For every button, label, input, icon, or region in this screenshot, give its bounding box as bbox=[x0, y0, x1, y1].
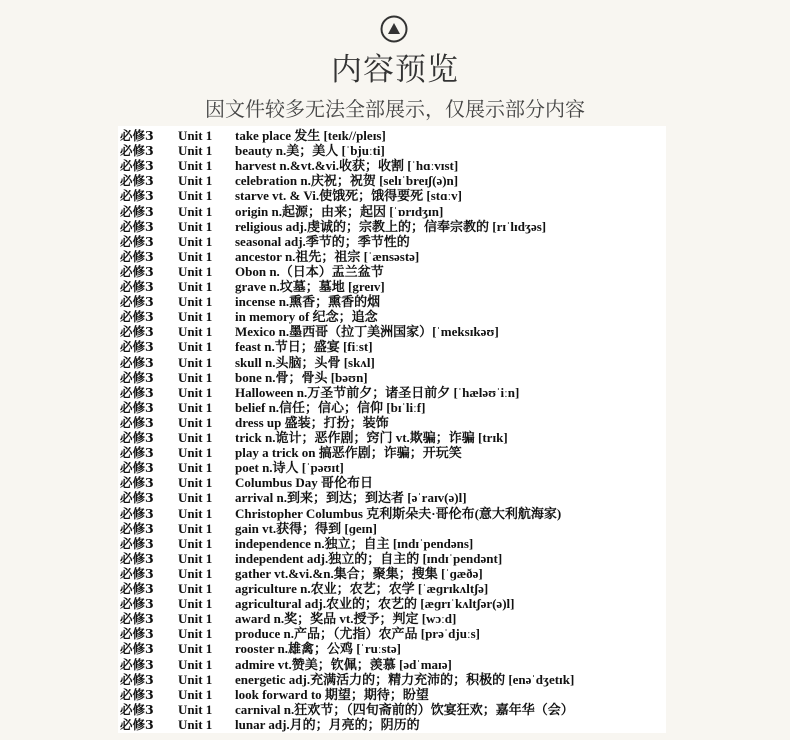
vocab-row bbox=[118, 626, 666, 641]
book-label: 必修3 bbox=[120, 701, 154, 717]
vocab-entry: agriculture n.农业；农艺；农学 [ˈæɡrɪkʌltʃə] bbox=[235, 581, 489, 596]
vocab-entry: feast n.节日；盛宴 [fiːst] bbox=[235, 339, 373, 355]
unit-label: Unit 1 bbox=[178, 550, 213, 566]
vocab-row bbox=[118, 143, 666, 158]
vocab-entry: Columbus Day 哥伦布日 bbox=[235, 475, 373, 491]
book-label: 必修3 bbox=[120, 641, 154, 657]
vocab-row bbox=[118, 672, 666, 687]
vocab-entry: dress up 盛装；打扮；装饰 bbox=[235, 414, 389, 430]
vocab-entry: grave n.坟墓；墓地 [greɪv] bbox=[235, 279, 385, 294]
unit-label: Unit 1 bbox=[178, 686, 213, 702]
book-label: 必修3 bbox=[120, 611, 154, 627]
vocab-row bbox=[118, 219, 666, 234]
vocab-row bbox=[118, 128, 666, 143]
vocab-row bbox=[118, 475, 666, 490]
vocab-row bbox=[118, 415, 666, 430]
vocab-row bbox=[118, 581, 666, 596]
book-label: 必修3 bbox=[120, 324, 154, 340]
vocab-entry: arrival n.到来；到达；到达者 [əˈraɪv(ə)l] bbox=[235, 490, 467, 506]
vocab-entry: Halloween n.万圣节前夕；诸圣日前夕 [ˈhæləʊˈiːn] bbox=[235, 384, 520, 400]
page-subtitle: 因文件较多无法全部展示，仅展示部分内容 bbox=[205, 97, 585, 121]
unit-label: Unit 1 bbox=[178, 505, 213, 521]
unit-label: Unit 1 bbox=[178, 565, 213, 581]
vocab-entry: trick n.诡计；恶作剧；窍门 vt.欺骗；诈骗 [trɪk] bbox=[235, 430, 508, 445]
unit-label: Unit 1 bbox=[178, 279, 213, 294]
book-label: 必修3 bbox=[120, 233, 154, 249]
unit-label: Unit 1 bbox=[178, 611, 213, 627]
book-label: 必修3 bbox=[120, 218, 154, 234]
vocab-row bbox=[118, 566, 666, 581]
vocab-row bbox=[118, 324, 666, 339]
vocab-entry: Mexico n.墨西哥（拉丁美洲国家）[ˈmeksɪkəʊ] bbox=[235, 324, 499, 340]
vocab-row bbox=[118, 158, 666, 173]
book-label: 必修3 bbox=[120, 384, 154, 400]
vocab-row bbox=[118, 264, 666, 279]
vocab-row bbox=[118, 536, 666, 551]
unit-label: Unit 1 bbox=[178, 490, 213, 506]
vocab-entry: play a trick on 搞恶作剧；诈骗；开玩笑 bbox=[235, 445, 462, 461]
book-label: 必修3 bbox=[120, 294, 154, 310]
unit-label: Unit 1 bbox=[178, 581, 213, 596]
unit-label: Unit 1 bbox=[178, 158, 213, 174]
vocab-row bbox=[118, 687, 666, 702]
book-label: 必修3 bbox=[120, 128, 154, 143]
book-label: 必修3 bbox=[120, 414, 154, 430]
vocab-row bbox=[118, 309, 666, 324]
unit-label: Unit 1 bbox=[178, 354, 213, 370]
unit-label: Unit 1 bbox=[178, 384, 213, 400]
vocab-row bbox=[118, 460, 666, 475]
unit-label: Unit 1 bbox=[178, 596, 213, 612]
unit-label: Unit 1 bbox=[178, 294, 213, 310]
vocab-entry: Christopher Columbus 克利斯朵夫·哥伦布(意大利航海家) bbox=[235, 505, 562, 521]
vocab-row bbox=[118, 173, 666, 188]
unit-label: Unit 1 bbox=[178, 173, 213, 189]
vocab-row bbox=[118, 400, 666, 415]
vocab-entry: energetic adj.充满活力的；精力充沛的；积极的 [enəˈdʒetɪk] bbox=[235, 671, 575, 687]
vocab-row bbox=[118, 370, 666, 385]
book-label: 必修3 bbox=[120, 158, 154, 174]
vocab-row bbox=[118, 596, 666, 611]
vocab-row bbox=[118, 551, 666, 566]
book-label: 必修3 bbox=[120, 716, 154, 732]
book-label: 必修3 bbox=[120, 550, 154, 566]
book-label: 必修3 bbox=[120, 309, 154, 325]
unit-label: Unit 1 bbox=[178, 626, 213, 642]
unit-label: Unit 1 bbox=[178, 520, 213, 536]
vocab-row bbox=[118, 641, 666, 656]
vocab-entry: incense n.熏香；熏香的烟 bbox=[235, 294, 381, 310]
vocab-entry: lunar adj.月的；月亮的；阴历的 bbox=[235, 716, 420, 732]
vocab-entry: harvest n.&vt.&vi.收获；收割 [ˈhɑːvɪst] bbox=[235, 158, 459, 174]
vocab-entry: seasonal adj.季节的；季节性的 bbox=[235, 233, 410, 249]
vocab-entry: starve vt. & Vi.使饿死；饿得要死 [stɑːv] bbox=[235, 188, 462, 204]
book-label: 必修3 bbox=[120, 279, 154, 294]
book-label: 必修3 bbox=[120, 263, 154, 279]
unit-label: Unit 1 bbox=[178, 188, 213, 204]
book-label: 必修3 bbox=[120, 354, 154, 370]
unit-label: Unit 1 bbox=[178, 460, 213, 476]
vocab-row bbox=[118, 204, 666, 219]
vocab-row bbox=[118, 355, 666, 370]
book-label: 必修3 bbox=[120, 399, 154, 415]
unit-label: Unit 1 bbox=[178, 248, 213, 264]
unit-label: Unit 1 bbox=[178, 475, 213, 491]
document-preview bbox=[118, 126, 666, 733]
chevron-up-circle-icon bbox=[380, 15, 408, 43]
vocab-entry: independent adj.独立的；自主的 [ɪndɪˈpendənt] bbox=[235, 550, 503, 566]
vocab-row bbox=[118, 506, 666, 521]
book-label: 必修3 bbox=[120, 248, 154, 264]
unit-label: Unit 1 bbox=[178, 128, 213, 143]
unit-label: Unit 1 bbox=[178, 339, 213, 355]
vocab-row bbox=[118, 702, 666, 717]
vocab-entry: bone n.骨；骨头 [bəʊn] bbox=[235, 369, 368, 385]
unit-label: Unit 1 bbox=[178, 414, 213, 430]
unit-label: Unit 1 bbox=[178, 143, 213, 159]
vocab-row bbox=[118, 188, 666, 203]
unit-label: Unit 1 bbox=[178, 535, 213, 551]
vocab-entry: agricultural adj.农业的；农艺的 [æɡrɪˈkʌltʃər(ə)l] bbox=[235, 596, 515, 612]
vocab-row bbox=[118, 717, 666, 732]
page-title: 内容预览 bbox=[331, 52, 459, 88]
book-label: 必修3 bbox=[120, 460, 154, 476]
unit-label: Unit 1 bbox=[178, 218, 213, 234]
vocab-row bbox=[118, 294, 666, 309]
book-label: 必修3 bbox=[120, 535, 154, 551]
unit-label: Unit 1 bbox=[178, 203, 213, 219]
book-label: 必修3 bbox=[120, 430, 154, 445]
unit-label: Unit 1 bbox=[178, 716, 213, 732]
unit-label: Unit 1 bbox=[178, 233, 213, 249]
vocab-entry: gather vt.&vi.&n.集合；聚集；搜集 [ˈɡæðə] bbox=[235, 565, 483, 581]
vocab-entry: carnival n.狂欢节；（四旬斋前的）饮宴狂欢；嘉年华（会） bbox=[235, 701, 574, 717]
unit-label: Unit 1 bbox=[178, 430, 213, 445]
vocab-entry: take place 发生 [teɪk//pleɪs] bbox=[235, 128, 386, 143]
vocab-row bbox=[118, 385, 666, 400]
book-label: 必修3 bbox=[120, 173, 154, 189]
vocab-entry: independence n.独立；自主 [ɪndɪˈpendəns] bbox=[235, 535, 474, 551]
unit-label: Unit 1 bbox=[178, 309, 213, 325]
book-label: 必修3 bbox=[120, 369, 154, 385]
book-label: 必修3 bbox=[120, 596, 154, 612]
unit-label: Unit 1 bbox=[178, 324, 213, 340]
book-label: 必修3 bbox=[120, 505, 154, 521]
book-label: 必修3 bbox=[120, 520, 154, 536]
vocab-entry: beauty n.美；美人 [ˈbjuːti] bbox=[235, 143, 385, 159]
vocab-row bbox=[118, 657, 666, 672]
book-label: 必修3 bbox=[120, 143, 154, 159]
preview-header bbox=[0, 0, 790, 128]
vocab-entry: award n.奖；奖品 vt.授予；判定 [wɔːd] bbox=[235, 611, 457, 627]
book-label: 必修3 bbox=[120, 686, 154, 702]
vocab-row bbox=[118, 339, 666, 354]
vocab-entry: rooster n.雄禽；公鸡 [ˈruːstə] bbox=[235, 641, 401, 657]
vocab-entry: look forward to 期望；期待；盼望 bbox=[235, 686, 429, 702]
vocab-row bbox=[118, 611, 666, 626]
unit-label: Unit 1 bbox=[178, 399, 213, 415]
unit-label: Unit 1 bbox=[178, 671, 213, 687]
book-label: 必修3 bbox=[120, 339, 154, 355]
unit-label: Unit 1 bbox=[178, 701, 213, 717]
book-label: 必修3 bbox=[120, 671, 154, 687]
vocab-entry: admire vt.赞美；钦佩；羡慕 [ədˈmaɪə] bbox=[235, 656, 452, 672]
unit-label: Unit 1 bbox=[178, 445, 213, 461]
unit-label: Unit 1 bbox=[178, 369, 213, 385]
book-label: 必修3 bbox=[120, 581, 154, 596]
vocab-entry: poet n.诗人 [ˈpəʊɪt] bbox=[235, 460, 344, 476]
vocab-entry: origin n.起源；由来；起因 [ˈɒrɪdʒɪn] bbox=[235, 203, 444, 219]
book-label: 必修3 bbox=[120, 475, 154, 491]
book-label: 必修3 bbox=[120, 626, 154, 642]
vocab-row bbox=[118, 249, 666, 264]
vocab-entry: gain vt.获得；得到 [ɡeɪn] bbox=[235, 520, 377, 536]
vocab-entry: Obon n.（日本）盂兰盆节 bbox=[235, 263, 384, 279]
vocab-entry: celebration n.庆祝；祝贺 [selɪˈbreɪʃ(ə)n] bbox=[235, 173, 459, 189]
book-label: 必修3 bbox=[120, 445, 154, 461]
vocab-row bbox=[118, 430, 666, 445]
book-label: 必修3 bbox=[120, 203, 154, 219]
vocab-entry: skull n.头脑；头骨 [skʌl] bbox=[235, 354, 375, 370]
vocab-row bbox=[118, 490, 666, 505]
vocab-row bbox=[118, 279, 666, 294]
vocab-entry: in memory of 纪念；追念 bbox=[235, 309, 378, 325]
unit-label: Unit 1 bbox=[178, 656, 213, 672]
unit-label: Unit 1 bbox=[178, 641, 213, 657]
vocab-row bbox=[118, 521, 666, 536]
book-label: 必修3 bbox=[120, 656, 154, 672]
vocab-row bbox=[118, 445, 666, 460]
vocab-entry: produce n.产品；（尤指）农产品 [prəˈdjuːs] bbox=[235, 626, 480, 642]
unit-label: Unit 1 bbox=[178, 263, 213, 279]
vocab-entry: ancestor n.祖先；祖宗 [ˈænsəstə] bbox=[235, 248, 420, 264]
vocab-entry: belief n.信任；信心；信仰 [bɪˈliːf] bbox=[235, 399, 426, 415]
book-label: 必修3 bbox=[120, 565, 154, 581]
vocab-row bbox=[118, 234, 666, 249]
vocab-entry: religious adj.虔诚的；宗教上的；信奉宗教的 [rɪˈlɪdʒəs] bbox=[235, 218, 547, 234]
book-label: 必修3 bbox=[120, 188, 154, 204]
book-label: 必修3 bbox=[120, 490, 154, 506]
